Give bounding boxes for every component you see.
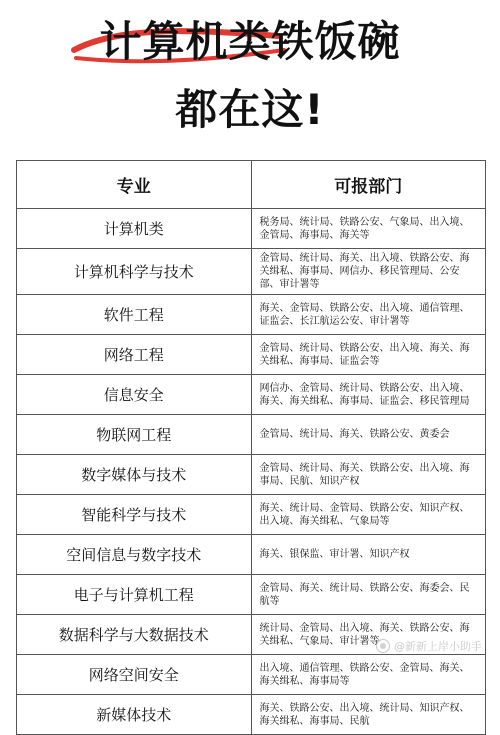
major-cell: 空间信息与数字技术 — [17, 535, 252, 575]
major-cell: 数据科学与大数据技术 — [17, 615, 252, 655]
departments-cell: 出入境、通信管理、铁路公安、金管局、海关、海关缉私、海事局等 — [251, 655, 486, 695]
watermark-text: @新新上岸小助手 — [394, 640, 482, 653]
major-cell: 数字媒体与技术 — [17, 455, 252, 495]
table-row — [17, 535, 486, 575]
column-header-departments: 可报部门 — [251, 161, 486, 209]
table-header-row — [17, 161, 486, 209]
major-cell: 计算机类 — [17, 209, 252, 249]
table-row — [17, 375, 486, 415]
departments-cell: 金管局、统计局、海关、出入境、铁路公安、海关缉私、海事局、网信办、移民管理局、公安部、审计署等 — [251, 249, 486, 295]
table-row — [17, 295, 486, 335]
table-row — [17, 495, 486, 535]
table-row — [17, 249, 486, 295]
table-row — [17, 455, 486, 495]
departments-cell: 金管局、统计局、海关、铁路公安、出入境、海事局、民航、知识产权 — [251, 455, 486, 495]
departments-cell: 统计局、金管局、出入境、海关、铁路公安、海关缉私、气象局、审计署等 — [251, 615, 486, 655]
departments-cell: 税务局、统计局、铁路公安、气象局、出入境、金管局、海事局、海关等 — [251, 209, 486, 249]
table-row — [17, 415, 486, 455]
watermark — [376, 638, 482, 654]
table-row — [17, 695, 486, 735]
major-cell: 网络空间安全 — [17, 655, 252, 695]
major-cell: 网络工程 — [17, 335, 252, 375]
table-row — [17, 209, 486, 249]
table-row — [17, 575, 486, 615]
departments-cell: 海关、铁路公安、出入境、统计局、知识产权、海关缉私、海事局、民航 — [251, 695, 486, 735]
headline-line-1: 计算机类铁饭碗 — [99, 17, 401, 66]
watermark-logo-icon — [376, 639, 390, 653]
table-row — [17, 335, 486, 375]
departments-cell: 海关、统计局、金管局、铁路公安、知识产权、出入境、海关缉私、气象局等 — [251, 495, 486, 535]
headline-line-2: 都在这! — [175, 85, 325, 134]
departments-cell: 金管局、统计局、铁路公安、出入境、海关、海关缉私、海事局、证监会等 — [251, 335, 486, 375]
major-cell: 物联网工程 — [17, 415, 252, 455]
table-row — [17, 655, 486, 695]
major-cell: 信息安全 — [17, 375, 252, 415]
major-cell: 新媒体技术 — [17, 695, 252, 735]
departments-cell: 海关、金管局、铁路公安、出入境、通信管理、证监会、长江航运公安、审计署等 — [251, 295, 486, 335]
major-cell: 计算机科学与技术 — [17, 249, 252, 295]
departments-cell: 网信办、金管局、统计局、铁路公安、出入境、海关、海关缉私、海事局、证监会、移民管理局 — [251, 375, 486, 415]
headline — [0, 0, 500, 150]
departments-cell: 金管局、统计局、海关、铁路公安、黄委会 — [251, 415, 486, 455]
column-header-major: 专业 — [17, 161, 252, 209]
major-cell: 智能科学与技术 — [17, 495, 252, 535]
departments-cell: 海关、银保监、审计署、知识产权 — [251, 535, 486, 575]
major-cell: 电子与计算机工程 — [17, 575, 252, 615]
major-cell: 软件工程 — [17, 295, 252, 335]
departments-cell: 金管局、海关、统计局、铁路公安、海委会、民航等 — [251, 575, 486, 615]
